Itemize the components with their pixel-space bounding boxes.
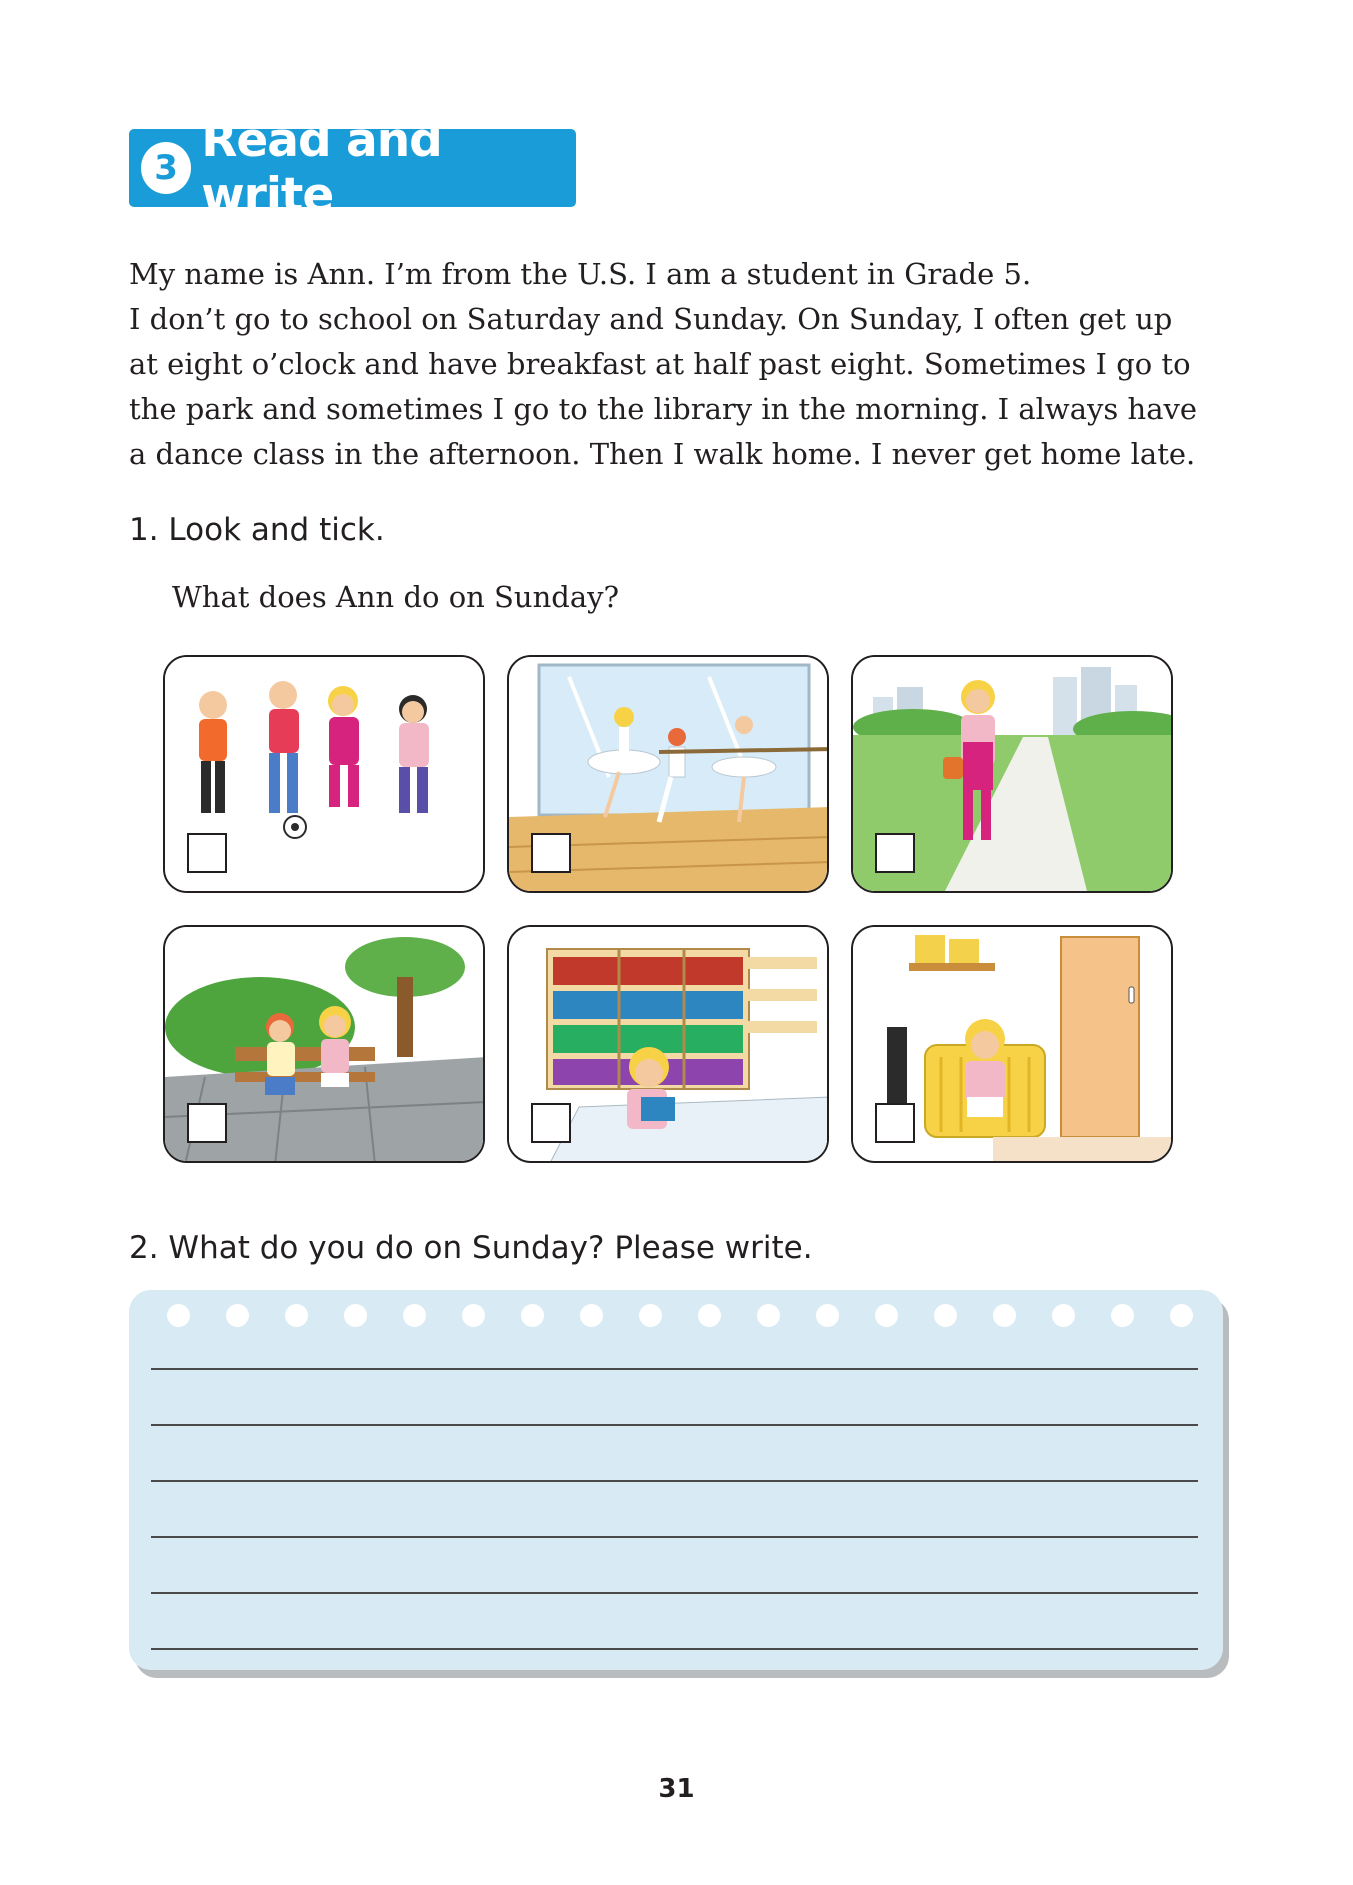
- notepad-hole: [521, 1304, 544, 1327]
- notepad-hole: [226, 1304, 249, 1327]
- notepad-hole: [580, 1304, 603, 1327]
- notepad-hole: [1052, 1304, 1075, 1327]
- notepad-hole: [816, 1304, 839, 1327]
- picture-ballet-class: [507, 655, 829, 893]
- notepad-hole: [403, 1304, 426, 1327]
- notepad-hole: [1170, 1304, 1193, 1327]
- notepad-hole: [344, 1304, 367, 1327]
- notepad-hole: [757, 1304, 780, 1327]
- section-title: Read and write: [201, 113, 442, 223]
- notepad-hole: [1111, 1304, 1134, 1327]
- picture-reading-in-library: [507, 925, 829, 1163]
- notepad-hole: [934, 1304, 957, 1327]
- notepad-hole: [462, 1304, 485, 1327]
- notepad-hole: [285, 1304, 308, 1327]
- passage-line: at eight o’clock and have breakfast at half past eight. Sometimes I go to: [129, 347, 1191, 381]
- tick-box[interactable]: [187, 1103, 227, 1143]
- writing-line[interactable]: [151, 1648, 1198, 1650]
- question-1-label: 1. Look and tick.: [129, 512, 385, 548]
- section-header: [129, 113, 576, 223]
- writing-line[interactable]: [151, 1480, 1198, 1482]
- passage-line: a dance class in the afternoon. Then I walk home. I never get home late.: [129, 437, 1196, 471]
- tick-box[interactable]: [531, 1103, 571, 1143]
- tick-box[interactable]: [875, 833, 915, 873]
- passage-line: My name is Ann. I’m from the U.S. I am a student in Grade 5.: [129, 257, 1032, 291]
- notepad-hole: [639, 1304, 662, 1327]
- notepad-hole: [167, 1304, 190, 1327]
- writing-line[interactable]: [151, 1424, 1198, 1426]
- writing-line[interactable]: [151, 1368, 1198, 1370]
- question-2-label: 2. What do you do on Sunday? Please write.: [129, 1230, 813, 1266]
- writing-notepad: [129, 1290, 1223, 1670]
- picture-walking-home: [851, 655, 1173, 893]
- writing-line[interactable]: [151, 1592, 1198, 1594]
- notepad-hole: [875, 1304, 898, 1327]
- picture-playing-football: [163, 655, 485, 893]
- page-number: 31: [658, 1774, 695, 1804]
- tick-box[interactable]: [531, 833, 571, 873]
- tick-box[interactable]: [187, 833, 227, 873]
- notepad-hole: [698, 1304, 721, 1327]
- passage-line: I don’t go to school on Saturday and Sunday. On Sunday, I often get up: [129, 302, 1173, 336]
- notepad-hole: [993, 1304, 1016, 1327]
- writing-line[interactable]: [151, 1536, 1198, 1538]
- picture-sitting-in-park: [163, 925, 485, 1163]
- picture-sitting-at-home: [851, 925, 1173, 1163]
- section-number-badge: 3: [141, 142, 191, 194]
- reading-passage: [129, 252, 1249, 477]
- question-1-prompt: What does Ann do on Sunday?: [172, 580, 620, 614]
- passage-line: the park and sometimes I go to the library in the morning. I always have: [129, 392, 1198, 426]
- tick-box[interactable]: [875, 1103, 915, 1143]
